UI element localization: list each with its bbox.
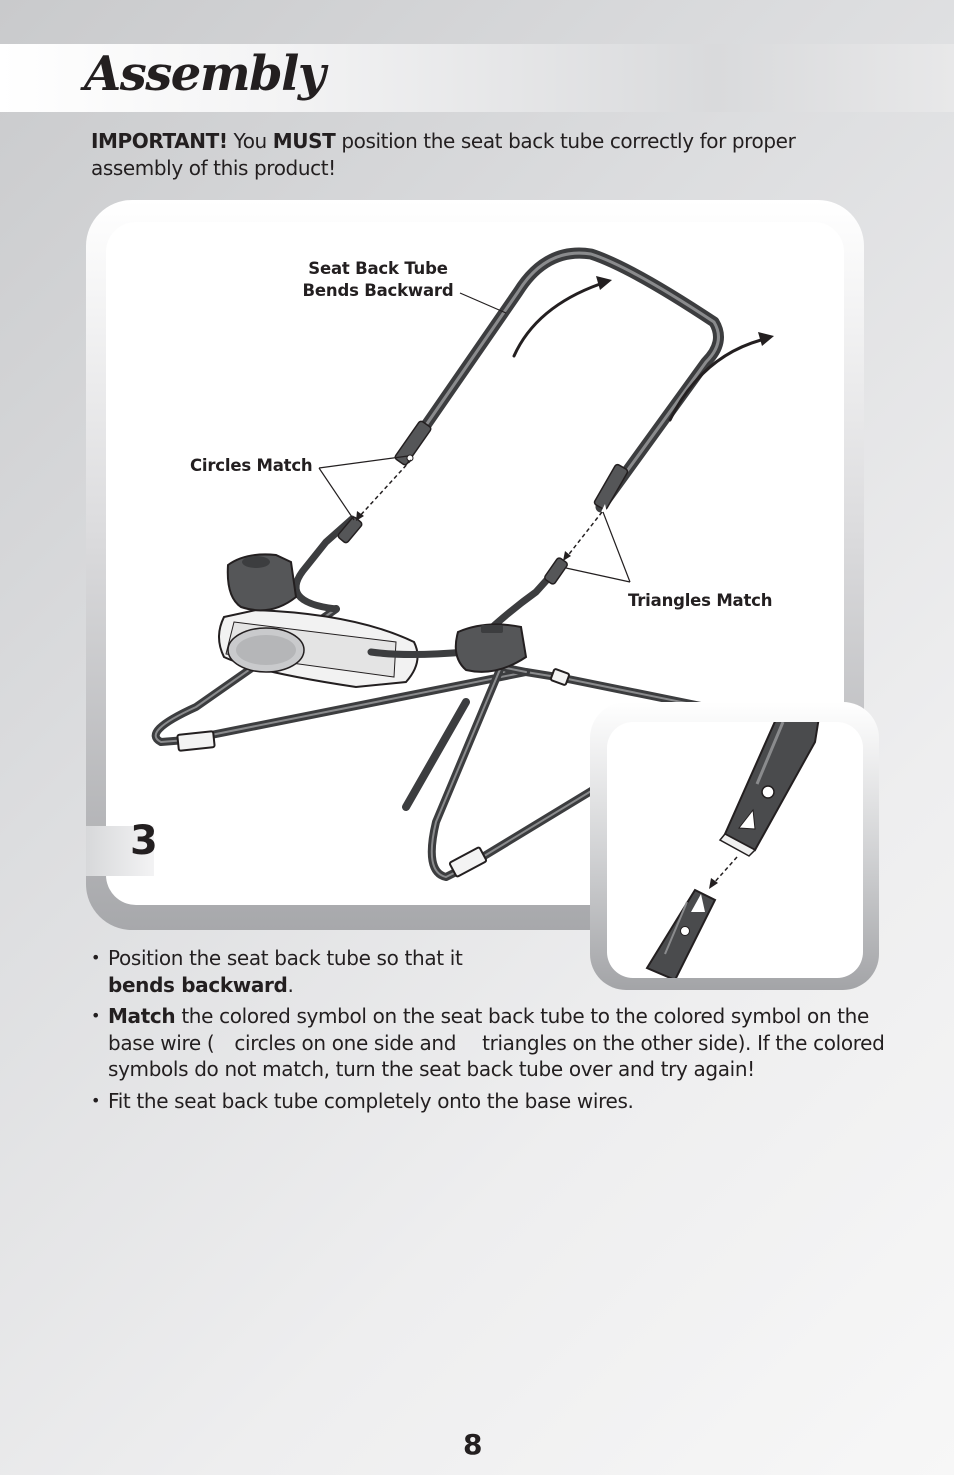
important-notice (91, 128, 851, 182)
step-number: 3 (130, 818, 158, 864)
instruction-item (91, 945, 891, 998)
curved-arrow (514, 284, 761, 420)
instruction-1-text: Position the seat back tube so that it (108, 946, 463, 970)
base-sleeve-right (544, 557, 569, 585)
important-text-1: You (227, 129, 273, 153)
wire-connector (550, 669, 569, 686)
detail-inset-panel (607, 722, 863, 978)
instruction-2-text-c: triangles on the other side). If the colored symbols do not match, turn the seat back tube over and try again! (108, 1030, 885, 1081)
instruction-2-text-b: circles on one side and (234, 1030, 463, 1055)
callout-seat-back-line-1: Seat Back Tube (308, 259, 448, 278)
page-number: 8 (463, 1428, 483, 1461)
important-text-2: position the seat back tube correctly for proper assembly of this product! (91, 129, 796, 180)
callout-seat-back-line-2: Bends Backward (302, 281, 454, 300)
circle-symbol (762, 786, 774, 798)
instruction-1-end: . (287, 972, 294, 997)
instruction-2-emphasis: Match (108, 1004, 176, 1028)
important-label: IMPORTANT! (91, 129, 228, 153)
instruction-list (91, 945, 891, 1119)
tube-sleeve-right (593, 464, 628, 511)
circle-match-arrow (358, 460, 411, 518)
page-title: Assembly (84, 46, 325, 102)
instruction-item (91, 1088, 891, 1115)
wire-connector (449, 847, 487, 877)
instruction-item (91, 1003, 891, 1083)
callout-triangles-match: Triangles Match (628, 591, 773, 610)
circle-symbol (681, 927, 690, 936)
detail-inset-illustration (607, 722, 863, 978)
callout-circles-match: Circles Match (190, 456, 313, 475)
wire-connector (177, 731, 214, 751)
callout-seat-back-tube (288, 258, 468, 302)
instruction-1-emphasis: bends backward (108, 972, 288, 997)
important-must: MUST (272, 129, 336, 153)
instruction-2-text-a: the colored symbol on the seat back tube to the colored symbol on the base wire ( (108, 1004, 869, 1055)
triangle-match-arrow (566, 512, 602, 558)
vibration-unit (219, 610, 418, 687)
instruction-3-text: Fit the seat back tube completely onto the base wires. (108, 1088, 634, 1113)
